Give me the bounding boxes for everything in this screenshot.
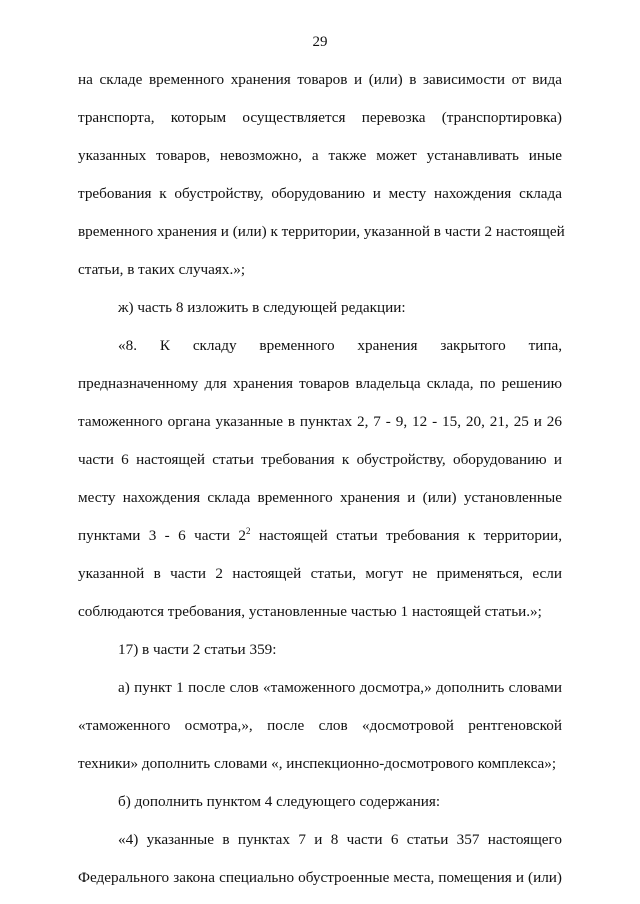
text-fragment: пунктами 3 - 6 части 2 [78, 527, 246, 544]
text-fragment: настоящей статьи требования к территории, [250, 527, 562, 544]
text-line: транспорта, которым осуществляется перевозка (транспортировка) [78, 109, 562, 126]
text-line: на складе временного хранения товаров и (или) в зависимости от вида [78, 71, 562, 88]
text-line: б) дополнить пунктом 4 следующего содержания: [118, 793, 441, 810]
text-line: указанных товаров, невозможно, а также может устанавливать иные [78, 147, 562, 164]
text-line: таможенного органа указанные в пунктах 2, 7 - 9, 12 - 15, 20, 21, 25 и 26 [78, 413, 562, 430]
text-line: указанной в части 2 настоящей статьи, могут не применяться, если [78, 565, 562, 582]
text-line: техники» дополнить словами «, инспекционно-досмотрового комплекса»; [78, 755, 557, 772]
text-line: требования к обустройству, оборудованию и месту нахождения склада [78, 185, 562, 202]
text-line: месту нахождения склада временного хранения и (или) установленные [78, 489, 562, 506]
text-line: части 6 настоящей статьи требования к обустройству, оборудованию и [78, 451, 562, 468]
text-line: а) пункт 1 после слов «таможенного досмотра,» дополнить словами [118, 679, 562, 696]
text-line: Федерального закона специально обустроенные места, помещения и (или) [78, 869, 562, 886]
text-line-with-superscript [78, 526, 562, 546]
text-line: временного хранения и (или) к территории, указанной в части 2 настоящей [78, 223, 565, 240]
text-line: статьи, в таких случаях.»; [78, 261, 246, 278]
page-number: 29 [312, 34, 328, 50]
text-line: «8. К складу временного хранения закрытого типа, [118, 337, 562, 354]
text-line: 17) в части 2 статьи 359: [118, 641, 277, 658]
text-line: «4) указанные в пунктах 7 и 8 части 6 статьи 357 настоящего [118, 831, 562, 848]
superscript: 2 [245, 525, 251, 536]
text-line: ж) часть 8 изложить в следующей редакции: [118, 299, 406, 316]
text-line: предназначенному для хранения товаров владельца склада, по решению [78, 375, 562, 392]
text-line: соблюдаются требования, установленные частью 1 настоящей статьи.»; [78, 603, 542, 620]
text-line: «таможенного осмотра,», после слов «досмотровой рентгеновской [78, 717, 562, 734]
